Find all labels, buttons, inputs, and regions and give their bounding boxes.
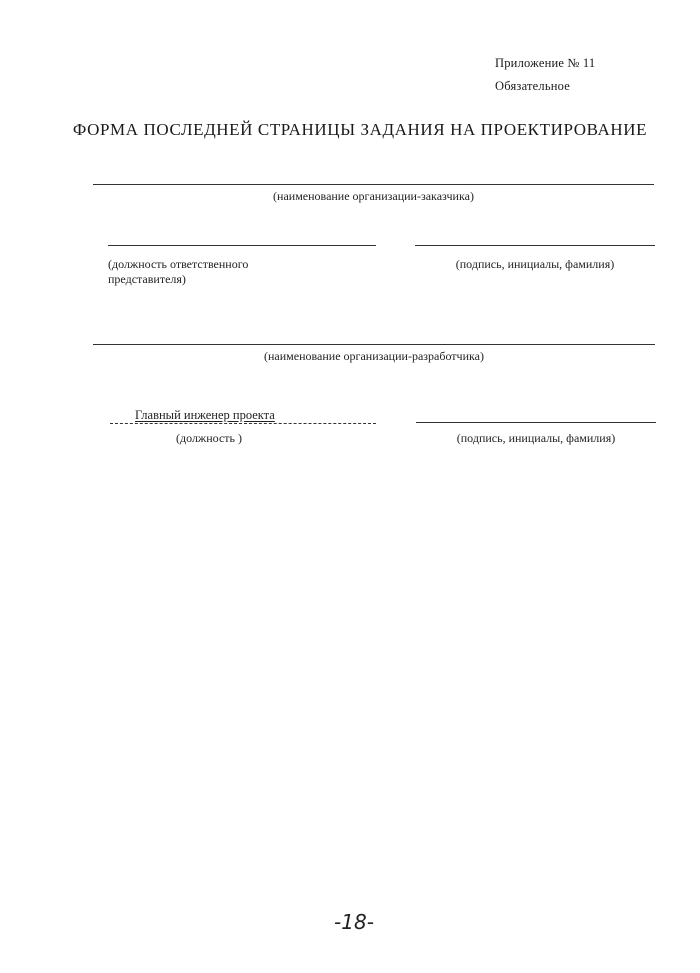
customer-position-caption (108, 257, 248, 287)
customer-signature-line[interactable] (415, 245, 655, 246)
developer-signature-caption: (подпись, инициалы, фамилия) (456, 431, 616, 445)
customer-position-caption-line2: представителя) (108, 272, 186, 286)
customer-position-line[interactable] (108, 245, 376, 246)
developer-position-caption: (должность ) (176, 431, 242, 445)
developer-org-line[interactable] (93, 344, 655, 345)
appendix-number: Приложение № 11 (495, 56, 596, 70)
customer-position-caption-line1: (должность ответственного (108, 257, 249, 271)
developer-signature-line[interactable] (416, 422, 656, 423)
customer-org-line[interactable] (93, 184, 654, 185)
developer-position-line[interactable] (110, 423, 376, 424)
page-title: ФОРМА ПОСЛЕДНЕЙ СТРАНИЦЫ ЗАДАНИЯ НА ПРОЕКТИРОВАНИЕ (72, 120, 648, 139)
page-number: -18- (334, 910, 374, 934)
customer-org-caption: (наименование организации-заказчика) (273, 189, 474, 203)
developer-position-value[interactable]: Главный инженер проекта (135, 408, 275, 422)
appendix-status: Обязательное (495, 79, 570, 93)
developer-org-caption: (наименование организации-разработчика) (264, 349, 484, 363)
customer-signature-caption: (подпись, инициалы, фамилия) (455, 257, 615, 271)
